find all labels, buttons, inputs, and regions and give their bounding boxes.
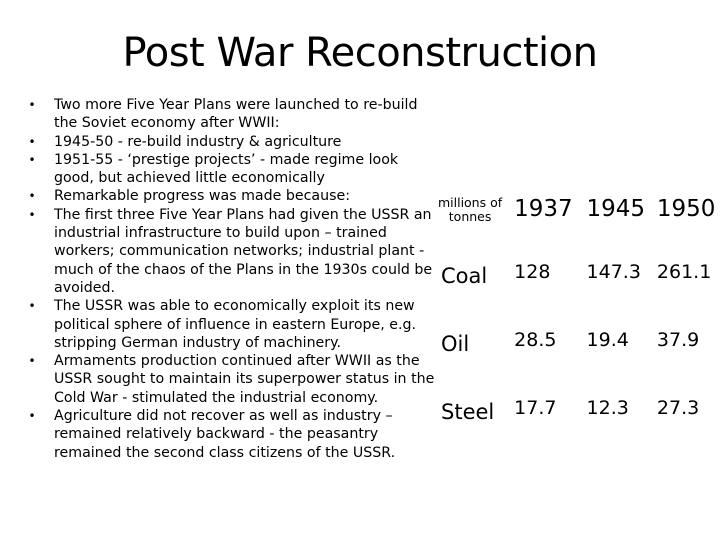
table-cell: 37.9 <box>656 329 700 351</box>
bullet-icon: • <box>28 134 36 149</box>
bullet-icon: • <box>28 207 36 222</box>
bullet-text: Remarkable progress was made because: <box>54 188 350 205</box>
bullet-icon: • <box>28 189 36 204</box>
table-cell: 17.7 <box>514 397 557 419</box>
bullet-icon: • <box>28 354 36 369</box>
table-cell: 261.1 <box>656 261 712 283</box>
bullet-text: 1945-50 - re-build industry & agriculture <box>54 133 342 150</box>
bullet-text: 1951-55 - ‘prestige projects’ - made regime look good, but achieved little economically <box>54 151 399 187</box>
bullet-text: The first three Five Year Plans had given the USSR an industrial infrastructure to build upon – trained workers; communication networks; industrial plant - much of the chaos of the Plans in the 1930s could be avoided. <box>54 206 433 296</box>
bullet-text: Two more Five Year Plans were launched to re-build the Soviet economy after WWII: <box>54 97 418 132</box>
bullet-icon: • <box>28 409 36 424</box>
bullet-list <box>26 96 436 462</box>
bullet-text: The USSR was able to economically exploit its new political sphere of influence in eastern Europe, e.g. stripping German industry of machinery. <box>54 298 417 351</box>
table-cell: 27.3 <box>656 397 700 419</box>
production-table <box>432 186 720 460</box>
unit-label: millions of tonnes <box>437 195 503 224</box>
bullet-item <box>26 206 436 297</box>
bullet-icon: • <box>28 299 36 314</box>
bullet-item <box>26 151 436 188</box>
bullet-item <box>26 96 436 133</box>
row-label: Steel <box>441 400 495 424</box>
table-header-row <box>432 186 720 256</box>
bullet-item <box>26 352 436 407</box>
bullet-item <box>26 407 436 462</box>
table-cell: 19.4 <box>586 329 629 351</box>
year-header: 1950 <box>656 196 716 222</box>
bullet-icon: • <box>28 98 36 112</box>
table-cell: 147.3 <box>586 261 641 283</box>
bullet-text: Agriculture did not recover as well as industry – remained relatively backward - the peasantry remained the second class citizens of the USSR. <box>54 408 396 461</box>
year-header: 1945 <box>586 196 646 222</box>
row-label: Oil <box>441 332 470 356</box>
bullet-item <box>26 133 436 151</box>
bullet-item <box>26 187 436 205</box>
year-header: 1937 <box>514 196 573 222</box>
table-cell: 128 <box>514 261 551 283</box>
bullet-text: Armaments production continued after WWII as the USSR sought to maintain its superpower status in the Cold War - stimulated the industrial economy. <box>54 353 435 406</box>
bullet-item <box>26 297 436 352</box>
row-label: Coal <box>441 264 488 288</box>
table-row <box>432 256 720 324</box>
table-cell: 12.3 <box>586 397 629 419</box>
table-row <box>432 324 720 392</box>
bullet-icon: • <box>28 152 36 167</box>
table-cell: 28.5 <box>514 329 557 351</box>
slide-title: Post War Reconstruction <box>122 30 598 76</box>
table-row <box>432 392 720 460</box>
